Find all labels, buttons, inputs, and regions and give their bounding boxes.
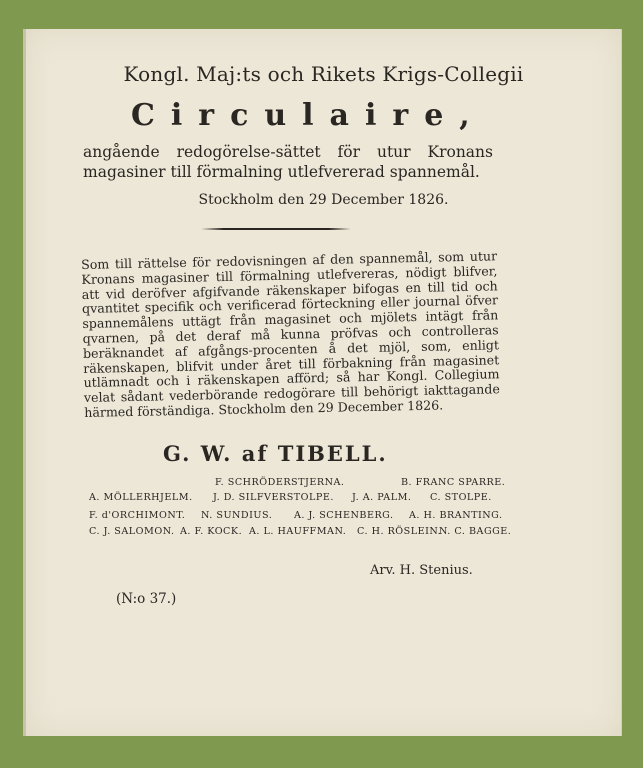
member-name: C. H. RÖSLEIN. bbox=[357, 526, 442, 537]
member-name: N. C. BAGGE. bbox=[439, 526, 512, 537]
member-name: A. L. HAUFFMAN. bbox=[249, 526, 347, 537]
member-name: J. A. PALM. bbox=[352, 492, 412, 503]
member-name: B. FRANC SPARRE. bbox=[401, 477, 506, 488]
document-title: Circulaire, bbox=[131, 98, 486, 133]
signature: G. W. af TIBELL. bbox=[163, 441, 388, 466]
issuer-heading: Kongl. Maj:ts och Rikets Krigs-Collegii bbox=[123, 62, 524, 86]
member-name: A. J. SCHENBERG. bbox=[294, 510, 394, 521]
document-page bbox=[23, 29, 622, 736]
document-subject: angående redogörelse-sättet för utur Kronans magasiner till förmalning utlefvererad spannemål. bbox=[83, 143, 493, 181]
body-paragraph: Som till rättelse för redovisningen af den spannemål, som utur Kronans magasiner till förmalning utlefvereras, nödigt blifver, att vid deröfver afgifvande räkenskaper bifogas en till tid och qvantitet specifik och verificerad förteckning eller journal öfver spannemålens uttägt från magasinet och mjölets intägt från qvarnen, på det deraf må kunna pröfvas och controlleras beräknandet af afgångs-procenten å det mjöl, som, enligt räkenskapen, blifvit under året till förbakning från magasinet utlämnadt och i räkenskapen afförd; så har Kongl. Collegium velat sådant vederbörande redogörare till behörigt iakttagande härmed förständiga. Stockholm den 29 December 1826. bbox=[80, 248, 500, 420]
document-date: Stockholm den 29 December 1826. bbox=[198, 192, 449, 208]
member-name: F. SCHRÖDERSTJERNA. bbox=[215, 477, 345, 488]
document-number: (N:o 37.) bbox=[116, 591, 177, 607]
member-name: N. SUNDIUS. bbox=[201, 510, 273, 521]
member-name: A. H. BRANTING. bbox=[409, 510, 503, 521]
member-name: A. MÖLLERHJELM. bbox=[89, 492, 193, 503]
member-name: C. STOLPE. bbox=[430, 492, 492, 503]
member-name: A. F. KOCK. bbox=[180, 526, 243, 537]
divider-rule bbox=[201, 228, 351, 230]
member-name: F. d'ORCHIMONT. bbox=[89, 510, 186, 521]
clerk-signature: Arv. H. Stenius. bbox=[370, 563, 473, 578]
member-name: J. D. SILFVERSTOLPE. bbox=[213, 492, 334, 503]
member-name: C. J. SALOMON. bbox=[89, 526, 175, 537]
